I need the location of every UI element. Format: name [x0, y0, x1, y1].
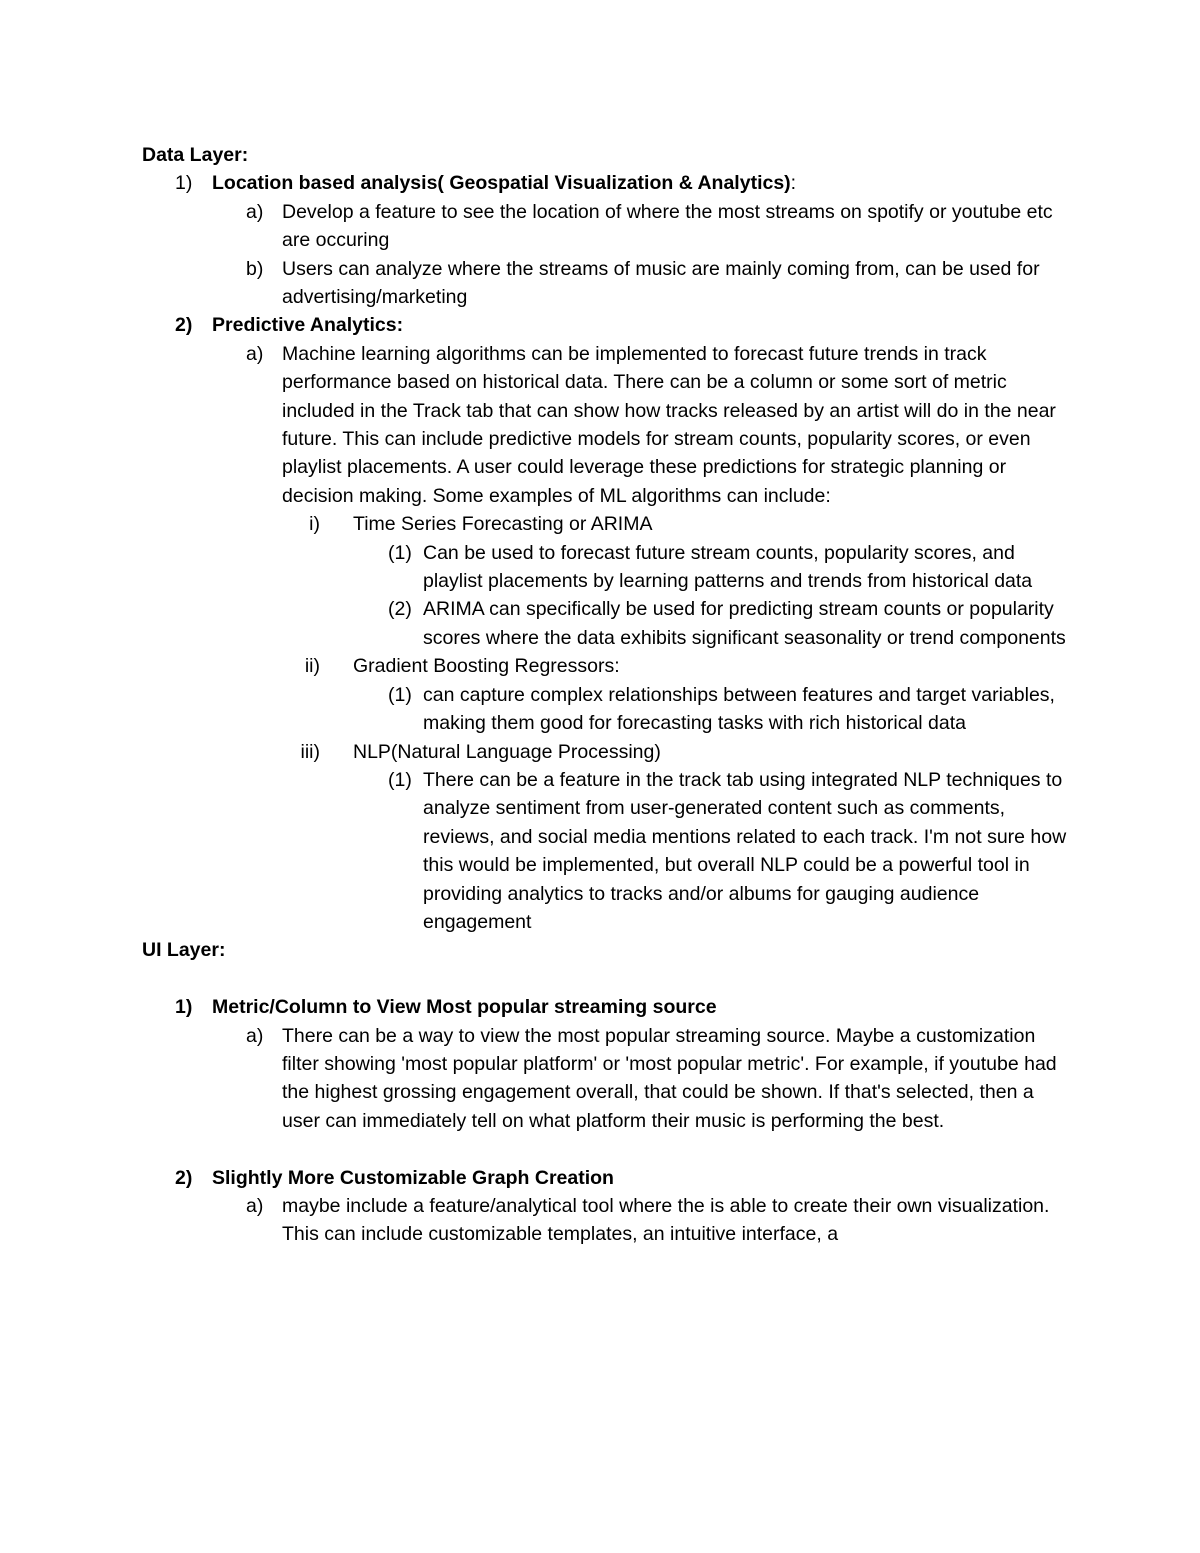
item-text: NLP(Natural Language Processing) — [353, 740, 661, 763]
item-text: Machine learning algorithms can be implemented to forecast future trends in track performance based on historical data. There can be a column or some sort of metric included in the Track tab that can show how tracks released by an artist will do in the near future. This can include predictive models for stream counts, popularity scores, or even playlist placements. A user could leverage these predictions for strategic planning or decision making. Some examples of ML algorithms can include: — [282, 342, 1056, 507]
list-marker: 1) — [175, 172, 193, 195]
item-text: Users can analyze where the streams of music are mainly coming from, can be used for advertising/marketing — [282, 257, 1040, 309]
list-item — [142, 652, 1072, 680]
section-heading-data-layer: Data Layer: — [142, 144, 249, 166]
spacer — [142, 1135, 1072, 1163]
list-marker: 1) — [175, 996, 193, 1019]
list-marker: a) — [246, 342, 264, 365]
list-marker: iii) — [300, 740, 320, 763]
list-marker: a) — [246, 1024, 264, 1047]
item-text: ARIMA can specifically be used for predicting stream counts or popularity scores where the data exhibits significant seasonality or trend components — [423, 598, 1066, 649]
item-text: can capture complex relationships between features and target variables, making them good for forecasting tasks with rich historical data — [423, 683, 1055, 735]
list-item — [142, 681, 1072, 738]
list-marker: 2) — [175, 314, 193, 337]
list-item — [142, 539, 1072, 596]
item-title: Slightly More Customizable Graph Creation — [212, 1166, 614, 1189]
list-marker: (1) — [388, 683, 412, 706]
item-title: Metric/Column to View Most popular streaming source — [212, 996, 717, 1019]
list-item — [142, 1022, 1072, 1136]
list-marker: b) — [246, 257, 264, 280]
list-marker: (1) — [388, 541, 412, 564]
list-marker: a) — [246, 1194, 264, 1217]
list-marker: ii) — [304, 655, 320, 678]
item-text: Time Series Forecasting or ARIMA — [353, 513, 653, 536]
item-text: Gradient Boosting Regressors: — [353, 655, 620, 678]
list-item-graph-creation — [142, 1164, 1072, 1192]
list-marker: a) — [246, 200, 264, 223]
list-item — [142, 738, 1072, 766]
spacer — [142, 965, 1072, 993]
item-text: maybe include a feature/analytical tool where the is able to create their own visualization. This can include customizable templates, an intuitive interface, a — [282, 1194, 1050, 1246]
item-text: There can be a way to view the most popular streaming source. Maybe a customization filter showing 'most popular platform' or 'most popular metric'. For example, if youtube had the highest grossing engagement overall, that could be shown. If that's selected, then a user can immediately tell on what platform their music is performing the best. — [282, 1024, 1057, 1132]
item-text: Can be used to forecast future stream counts, popularity scores, and playlist placements by learning patterns and trends from historical data — [423, 541, 1033, 593]
item-title-suffix: : — [790, 172, 797, 195]
list-item — [142, 198, 1072, 255]
item-title: Location based analysis( Geospatial Visualization & Analytics) — [212, 172, 791, 195]
list-item-predictive-analytics — [142, 311, 1072, 339]
document-content — [142, 141, 1072, 1249]
list-item — [142, 766, 1072, 936]
list-marker: 2) — [175, 1166, 193, 1189]
list-item — [142, 1192, 1072, 1249]
item-title: Predictive Analytics: — [212, 314, 404, 337]
list-marker: (2) — [388, 598, 412, 621]
list-item — [142, 255, 1072, 312]
list-item-popular-source — [142, 993, 1072, 1021]
list-item — [142, 595, 1072, 652]
item-text: Develop a feature to see the location of where the most streams on spotify or youtube etc are occuring — [282, 200, 1053, 252]
list-marker: i) — [309, 513, 320, 536]
item-text: There can be a feature in the track tab using integrated NLP techniques to analyze sentiment from user-generated content such as comments, reviews, and social media mentions related to each track. I'm not sure how this would be implemented, but overall NLP could be a powerful tool in providing analytics to tracks and/or albums for gauging audience engagement — [423, 768, 1067, 933]
list-item — [142, 340, 1072, 510]
list-item — [142, 510, 1072, 538]
section-heading-ui-layer: UI Layer: — [142, 939, 226, 962]
list-marker: (1) — [388, 768, 412, 791]
list-item-location-analysis — [142, 169, 1072, 197]
